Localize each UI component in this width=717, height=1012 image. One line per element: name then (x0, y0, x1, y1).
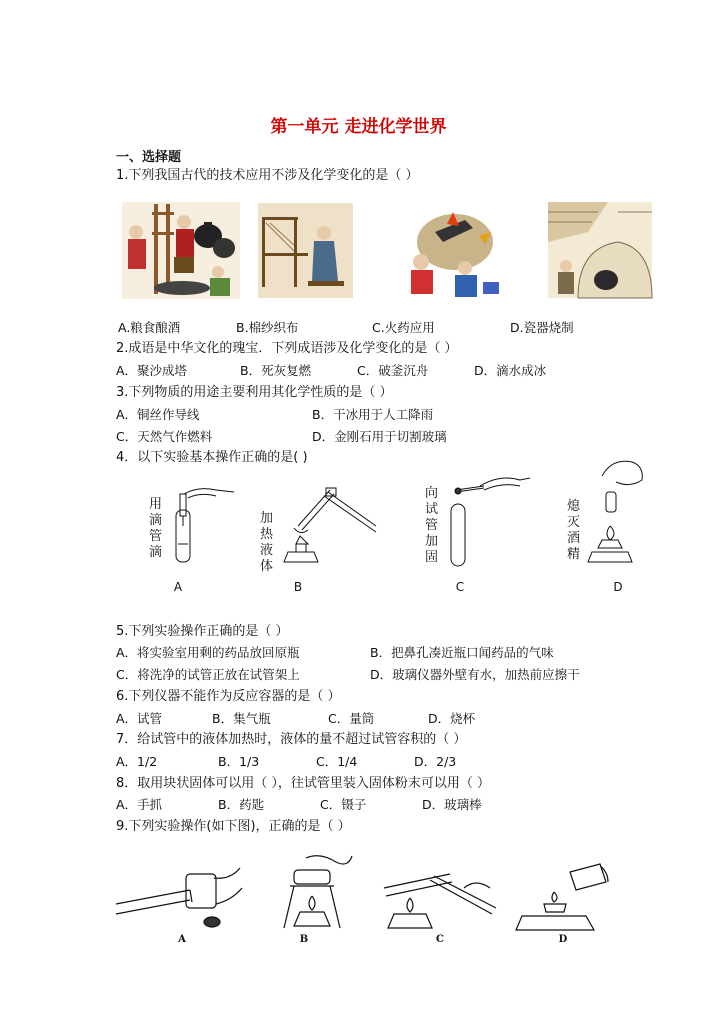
question-7: 7．给试管中的液体加热时，液体的量不超过试管容积的（ ） (116, 732, 467, 747)
q1-option-c: C.火药应用 (372, 320, 435, 335)
q4-caption-c: C (455, 580, 465, 594)
question-4: 4．以下实验基本操作正确的是( ) (116, 450, 308, 465)
q5-option-d: D．玻璃仪器外壁有水，加热前应擦干 (370, 667, 580, 682)
q9-caption-d: D (558, 934, 568, 945)
gunpowder-image (395, 202, 508, 300)
question-2: 2.成语是中华文化的瑰宝．下列成语涉及化学变化的是（ ） (116, 341, 458, 356)
q2-option-c: C．破釜沉舟 (357, 363, 429, 378)
question-5: 5.下列实验操作正确的是（ ） (116, 624, 289, 639)
question-6: 6.下列仪器不能作为反应容器的是（ ） (116, 689, 341, 704)
q2-option-d: D．滴水成冰 (474, 363, 547, 378)
q1-option-b: B.棉纱织布 (236, 320, 299, 335)
dropper-test-tube-diagram (164, 484, 236, 566)
brewing-wine-image (122, 202, 240, 299)
q9-caption-c: C (436, 934, 444, 945)
q4-caption-d: D (613, 580, 623, 594)
q6-option-a: A．试管 (116, 711, 163, 726)
q8-option-d: D．玻璃棒 (422, 797, 482, 812)
q5-option-b: B．把鼻孔凑近瓶口闻药品的气味 (370, 645, 554, 660)
q8-option-c: C．镊子 (320, 797, 367, 812)
q5-option-c: C．将洗净的试管正放在试管架上 (116, 667, 300, 682)
weaving-cloth-image (258, 203, 353, 298)
page-title: 第一单元 走进化学世界 (270, 117, 447, 137)
q2-option-a: A．聚沙成塔 (116, 363, 188, 378)
q3-option-b: B．干冰用于人工降雨 (312, 407, 434, 422)
q8-option-a: A．手抓 (116, 797, 163, 812)
question-9: 9.下列实验操作(如下图)，正确的是（ ） (116, 819, 351, 834)
heating-liquid-diagram (284, 486, 378, 568)
q8-option-b: B．药匙 (218, 797, 265, 812)
q6-option-b: B．集气瓶 (212, 711, 271, 726)
q6-option-d: D．烧杯 (428, 711, 476, 726)
q7-option-b: B．1/3 (218, 754, 260, 769)
q6-option-c: C．量筒 (328, 711, 375, 726)
q4-label-d: 熄灭酒精 (567, 499, 581, 562)
q4-label-c: 向试管加固 (425, 486, 439, 565)
q7-option-c: C．1/4 (316, 754, 358, 769)
q3-option-c: C．天然气作燃料 (116, 429, 213, 444)
q4-label-a: 用滴管滴 (149, 497, 163, 560)
q1-option-d: D.瓷器烧制 (510, 320, 574, 335)
q4-caption-a: A (173, 580, 183, 594)
q2-option-b: B．死灰复燃 (240, 363, 312, 378)
q4-label-b: 加热液体 (260, 511, 274, 574)
q7-option-d: D．2/3 (414, 754, 457, 769)
q9-caption-a: A (178, 934, 186, 945)
q3-option-d: D．金刚石用于切割玻璃 (312, 429, 447, 444)
adding-alcohol-to-lamp-diagram (514, 862, 610, 932)
q5-option-a: A．将实验室用剩的药品放回原瓶 (116, 645, 300, 660)
heating-on-tripod-diagram (276, 852, 354, 932)
adding-solid-test-tube-diagram (440, 464, 532, 570)
porcelain-firing-image (548, 202, 652, 298)
question-8: 8．取用块状固体可以用（ ），往试管里装入固体粉末可以用（ ） (116, 776, 491, 791)
q3-option-a: A．铜丝作导线 (116, 407, 200, 422)
question-1: 1.下列我国古代的技术应用不涉及化学变化的是（ ） (116, 168, 419, 183)
extinguish-alcohol-lamp-diagram (588, 456, 658, 568)
heating-test-tube-holder-diagram (380, 858, 496, 930)
question-3: 3.下列物质的用途主要利用其化学性质的是（ ） (116, 385, 393, 400)
section-heading: 一、选择题 (116, 150, 182, 165)
q1-option-a: A.粮食酿酒 (118, 320, 181, 335)
q9-caption-b: B (299, 934, 309, 945)
q4-caption-b: B (293, 580, 303, 594)
pouring-liquid-diagram (116, 860, 244, 930)
q7-option-a: A．1/2 (116, 754, 158, 769)
